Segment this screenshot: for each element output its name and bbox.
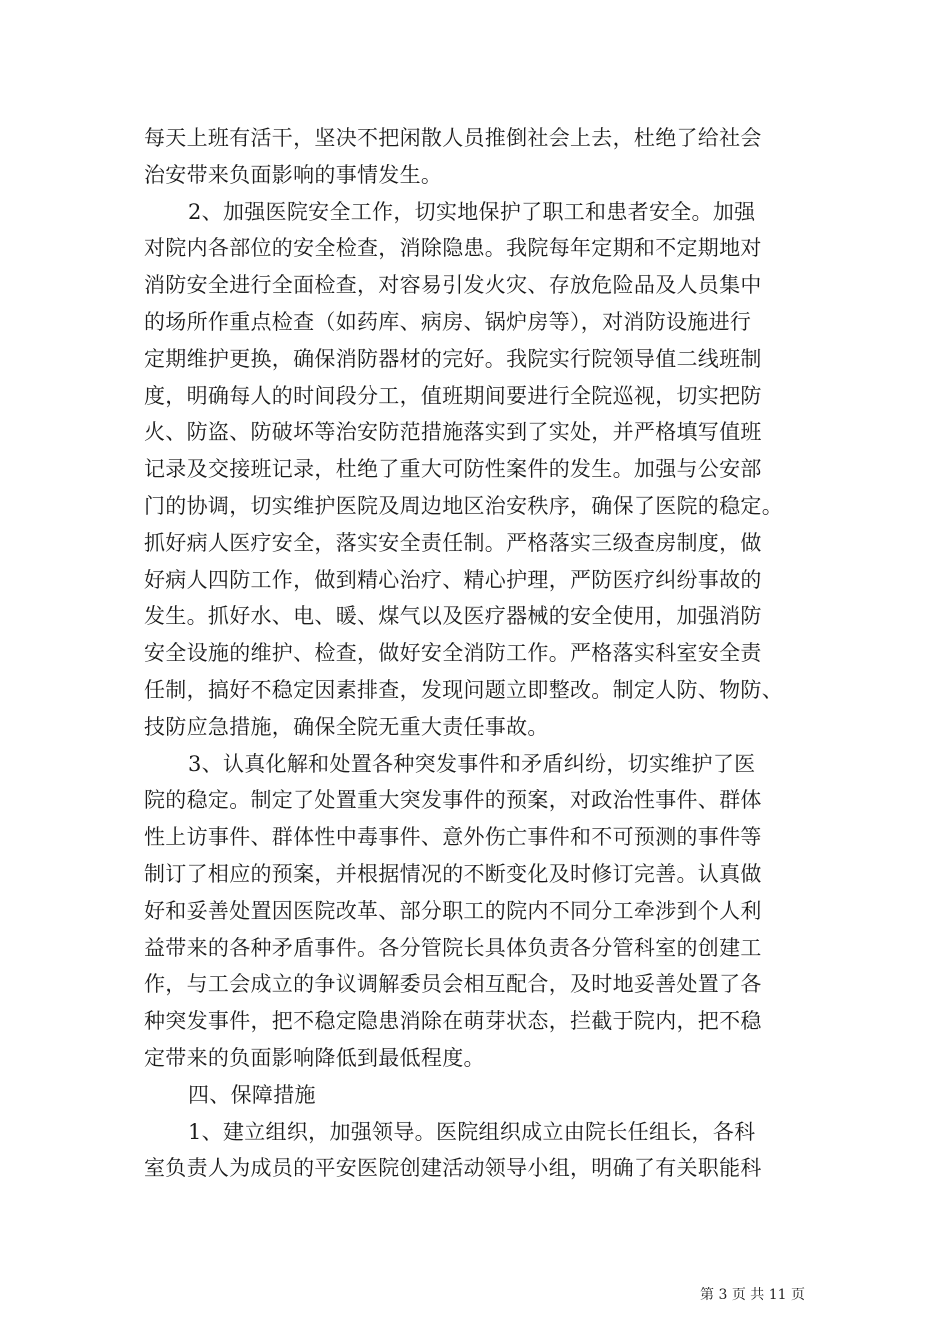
text-line: 3、认真化解和处置各种突发事件和矛盾纠纷，切实维护了医 bbox=[188, 751, 756, 776]
text-line: 2、加强医院安全工作，切实地保护了职工和患者安全。加强 bbox=[188, 199, 756, 224]
text-line: 制订了相应的预案，并根据情况的不断变化及时修订完善。认真做 bbox=[144, 861, 762, 886]
text-line: 好和妥善处置因医院改革、部分职工的院内不同分工牵涉到个人利 bbox=[144, 898, 762, 923]
text-line: 院的稳定。制定了处置重大突发事件的预案，对政治性事件、群体 bbox=[144, 788, 762, 813]
text-line: 种突发事件，把不稳定隐患消除在萌芽状态，拦截于院内，把不稳 bbox=[144, 1009, 762, 1034]
text-line: 好病人四防工作，做到精心治疗、精心护理，严防医疗纠纷事故的 bbox=[144, 567, 762, 592]
text-line: 技防应急措施，确保全院无重大责任事故。 bbox=[144, 714, 549, 739]
text-line: 度，明确每人的时间段分工，值班期间要进行全院巡视，切实把防 bbox=[144, 383, 762, 408]
text-line: 每天上班有活干，坚决不把闲散人员推倒社会上去，杜绝了给社会 bbox=[144, 126, 762, 150]
text-line: 定带来的负面影响降低到最低程度。 bbox=[144, 1045, 485, 1070]
text-line: 四、保障措施 bbox=[188, 1082, 316, 1107]
text-line: 1、建立组织，加强领导。医院组织成立由院长任组长，各科 bbox=[188, 1119, 756, 1144]
text-line: 发生。抓好水、电、暖、煤气以及医疗器械的安全使用，加强消防 bbox=[144, 604, 762, 629]
text-line: 治安带来负面影响的事情发生。 bbox=[144, 162, 443, 187]
text-line: 门的协调，切实维护医院及周边地区治安秩序，确保了医院的稳定。 bbox=[144, 493, 783, 518]
text-line: 对院内各部位的安全检查，消除隐患。我院每年定期和不定期地对 bbox=[144, 236, 762, 261]
text-line: 安全设施的维护、检查，做好安全消防工作。严格落实科室安全责 bbox=[144, 641, 762, 666]
text-line: 的场所作重点检查（如药库、病房、锅炉房等），对消防设施进行 bbox=[144, 309, 752, 334]
text-line: 性上访事件、群体性中毒事件、意外伤亡事件和不可预测的事件等 bbox=[144, 825, 762, 850]
text-line: 任制，搞好不稳定因素排查，发现问题立即整改。制定人防、物防、 bbox=[144, 677, 783, 702]
text-line: 作，与工会成立的争议调解委员会相互配合，及时地妥善处置了各 bbox=[144, 972, 762, 997]
document-body bbox=[144, 120, 824, 1187]
text-line: 抓好病人医疗安全，落实安全责任制。严格落实三级查房制度，做 bbox=[144, 530, 762, 555]
text-line: 记录及交接班记录，杜绝了重大可防性案件的发生。加强与公安部 bbox=[144, 457, 762, 482]
text-line: 室负责人为成员的平安医院创建活动领导小组，明确了有关职能科 bbox=[144, 1156, 762, 1181]
text-line: 定期维护更换，确保消防器材的完好。我院实行院领导值二线班制 bbox=[144, 346, 762, 371]
text-line: 消防安全进行全面检查，对容易引发火灾、存放危险品及人员集中 bbox=[144, 273, 762, 298]
page-number: 第 3 页 共 11 页 bbox=[700, 1287, 805, 1303]
text-line: 益带来的各种矛盾事件。各分管院长具体负责各分管科室的创建工 bbox=[144, 935, 762, 960]
text-line: 火、防盗、防破坏等治安防范措施落实到了实处，并严格填写值班 bbox=[144, 420, 762, 445]
